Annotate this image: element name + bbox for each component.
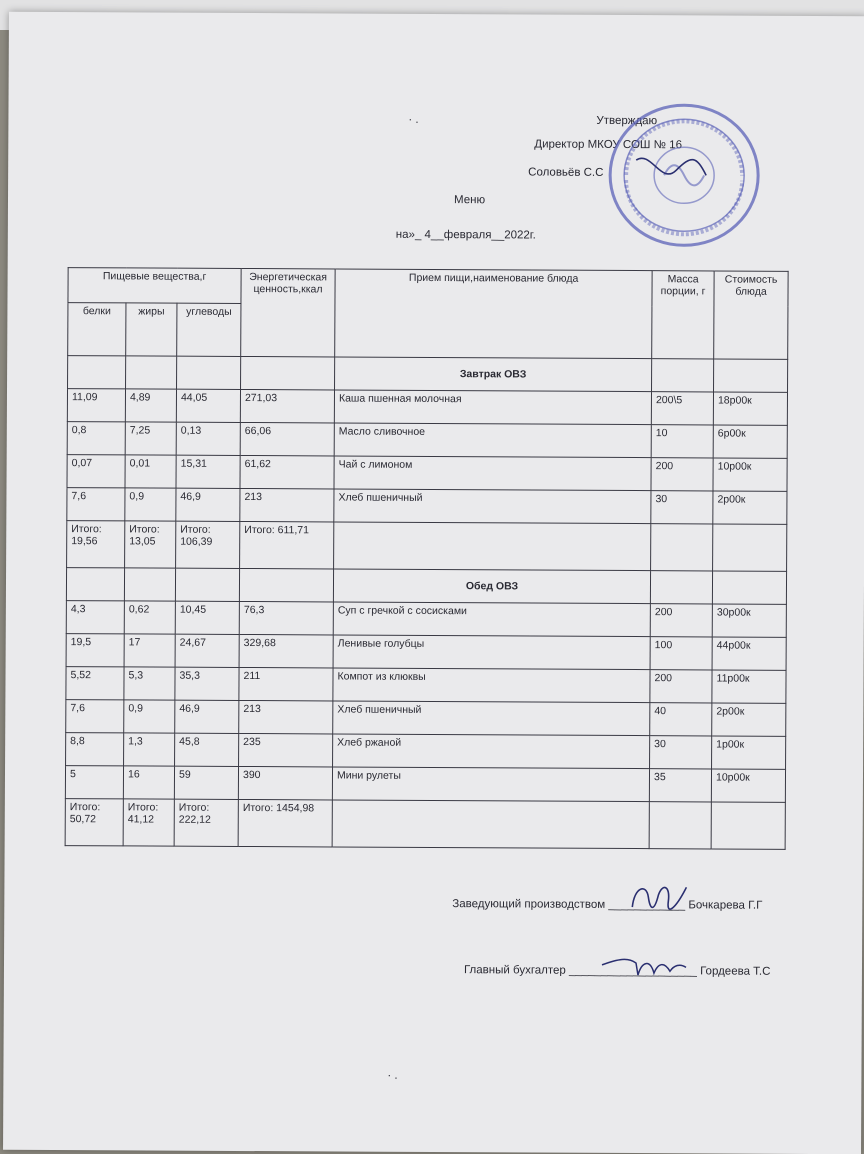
lunch-section-row (66, 568, 786, 605)
table-row (66, 700, 786, 737)
lunch-title: Обед ОВЗ (333, 569, 650, 604)
carbs-cell: 59 (174, 766, 238, 799)
fats-header: жиры (126, 303, 177, 356)
approved-label: Утверждаю (596, 114, 658, 128)
breakfast-section-row (68, 356, 788, 393)
dish-cell: Хлеб пшеничный (333, 701, 650, 736)
carbs-cell: 44,05 (176, 389, 240, 422)
energy-cell: 61,62 (240, 455, 334, 488)
fats-cell: 0,9 (124, 700, 175, 733)
cost-cell: 30р00к (712, 604, 786, 637)
table-row (66, 667, 786, 704)
table-row (65, 766, 785, 803)
cost-header: Стоимость блюда (714, 271, 788, 359)
total-fats-cell: Итого: 41,12 (123, 799, 174, 846)
breakfast-title: Завтрак ОВЗ (335, 357, 652, 392)
energy-cell: 271,03 (240, 389, 334, 422)
cost-cell: 1р00к (712, 736, 786, 769)
dot-mark: · . (408, 113, 419, 126)
cost-cell: 2р00к (712, 703, 786, 736)
mass-cell: 30 (651, 491, 713, 524)
cost-cell: 11р00к (712, 670, 786, 703)
mass-header: Масса порции, г (652, 271, 714, 359)
menu-title: Меню (453, 194, 486, 207)
proteins-cell: 0,07 (67, 455, 125, 488)
carbs-cell: 15,31 (176, 455, 240, 488)
carbs-header: углеводы (177, 303, 241, 356)
fats-cell: 0,62 (124, 601, 175, 634)
dish-cell: Ленивые голубцы (333, 635, 650, 670)
carbs-cell: 35,3 (175, 667, 239, 700)
proteins-cell: 11,09 (67, 389, 125, 422)
meal-header: Прием пищи,наименование блюда (335, 269, 652, 359)
cost-cell: 2р00к (713, 491, 787, 524)
fats-cell: 0,01 (125, 455, 176, 488)
fats-cell: 1,3 (124, 733, 175, 766)
total-proteins-cell: Итого: 50,72 (65, 799, 123, 846)
dish-cell: Хлеб ржаной (333, 734, 650, 769)
header-row (68, 268, 788, 307)
lunch-total-row (65, 799, 785, 850)
director-name: Соловьёв С.С (528, 166, 604, 179)
cost-cell: 44р00к (712, 637, 786, 670)
energy-cell: 213 (239, 700, 333, 733)
mass-cell: 200 (651, 458, 713, 491)
energy-cell: 235 (239, 733, 333, 766)
dish-cell: Масло сливочное (334, 423, 651, 458)
energy-header: Энергетическая ценность,ккал (241, 268, 335, 356)
energy-cell: 76,3 (239, 601, 333, 634)
table-row (66, 601, 786, 638)
menu-table (65, 267, 788, 850)
carbs-cell: 45,8 (175, 733, 239, 766)
proteins-cell: 19,5 (66, 634, 124, 667)
mass-cell: 10 (651, 425, 713, 458)
fats-cell: 16 (123, 766, 174, 799)
mass-cell: 200 (650, 670, 712, 703)
official-stamp (606, 100, 763, 251)
date-line: на»_ 4__февраля__2022г. (395, 228, 536, 242)
carbs-cell: 46,9 (175, 700, 239, 733)
fats-cell: 17 (124, 634, 175, 667)
fats-cell: 0,9 (125, 488, 176, 521)
cost-cell: 10р00к (713, 458, 787, 491)
carbs-cell: 10,45 (175, 601, 239, 634)
dish-cell: Компот из клюквы (333, 668, 650, 703)
chief-accountant-signature-mark (598, 951, 688, 981)
energy-cell: 390 (238, 766, 332, 799)
energy-cell: 211 (239, 667, 333, 700)
mass-cell: 35 (649, 769, 711, 802)
proteins-cell: 5,52 (66, 667, 124, 700)
nutrients-header: Пищевые вещества,г (68, 268, 241, 304)
total-energy-cell: Итого: 611,71 (240, 521, 334, 568)
dish-cell: Мини рулеты (332, 767, 649, 802)
proteins-cell: 8,8 (66, 733, 124, 766)
mass-cell: 40 (650, 703, 712, 736)
mass-cell: 30 (650, 736, 712, 769)
cost-cell: 18р00к (713, 392, 787, 425)
total-carbs-cell: Итого: 222,12 (174, 799, 238, 846)
dish-cell: Суп с гречкой с сосисками (333, 602, 650, 637)
mass-cell: 200\5 (651, 392, 713, 425)
table-row (67, 488, 787, 525)
dish-cell: Хлеб пшеничный (334, 489, 651, 524)
proteins-cell: 4,3 (66, 601, 124, 634)
dot-mark-bottom: · . (387, 1069, 398, 1082)
table-row (67, 422, 787, 459)
table-row (66, 634, 786, 671)
cost-cell: 6р00к (713, 425, 787, 458)
carbs-cell: 46,9 (176, 488, 240, 521)
chief-accountant-signature: Главный бухгалтер ____________________ Гордеева Т.С (463, 964, 771, 978)
carbs-cell: 0,13 (176, 422, 240, 455)
director-line: Директор МКОУ СОШ № 16 (534, 138, 683, 152)
dish-cell: Каша пшенная молочная (334, 390, 651, 425)
fats-cell: 4,89 (125, 389, 176, 422)
energy-cell: 213 (240, 488, 334, 521)
proteins-cell: 5 (65, 766, 123, 799)
total-energy-cell: Итого: 1454,98 (238, 799, 332, 846)
proteins-cell: 7,6 (66, 700, 124, 733)
proteins-header: белки (68, 303, 126, 356)
production-head-signature: Заведующий производством ____________ Бочкарева Г.Г (452, 898, 763, 912)
total-carbs-cell: Итого: 106,39 (176, 521, 240, 568)
fats-cell: 7,25 (125, 422, 176, 455)
dish-cell: Чай с лимоном (334, 456, 651, 491)
table-row (66, 733, 786, 770)
production-head-signature-mark (624, 877, 694, 917)
total-proteins-cell: Итого: 19,56 (67, 521, 125, 568)
table-row (67, 455, 787, 492)
energy-cell: 329,68 (239, 634, 333, 667)
energy-cell: 66,06 (240, 422, 334, 455)
proteins-cell: 7,6 (67, 488, 125, 521)
cost-cell: 10р00к (711, 769, 785, 802)
carbs-cell: 24,67 (175, 634, 239, 667)
total-fats-cell: Итого: 13,05 (125, 521, 176, 568)
fats-cell: 5,3 (124, 667, 175, 700)
table-row (67, 389, 787, 426)
breakfast-total-row (67, 521, 787, 572)
mass-cell: 100 (650, 637, 712, 670)
document-page (3, 12, 864, 1154)
proteins-cell: 0,8 (67, 422, 125, 455)
mass-cell: 200 (650, 604, 712, 637)
